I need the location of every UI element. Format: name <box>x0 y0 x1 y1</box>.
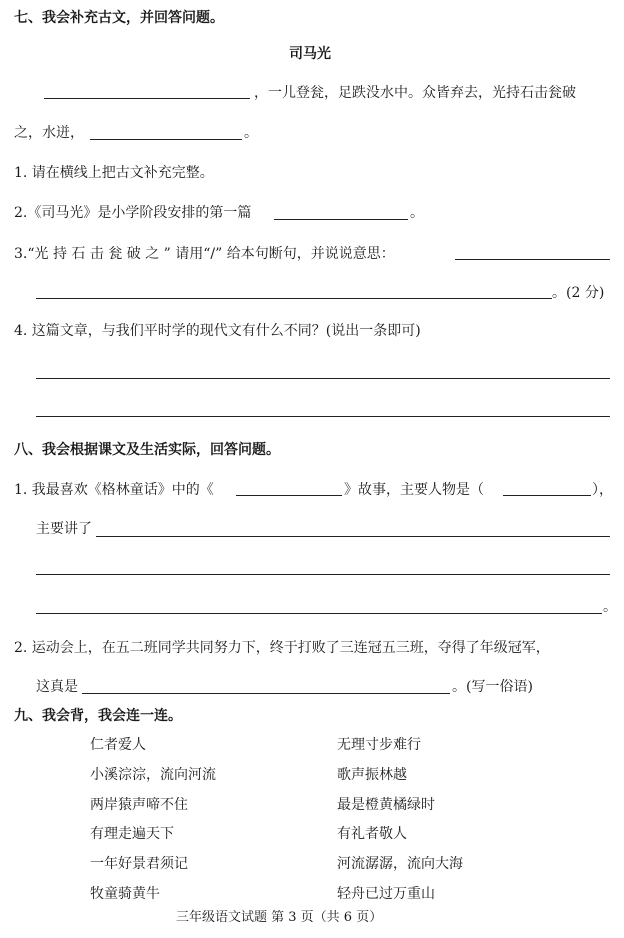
right-item[interactable]: 河流潺潺，流向大海 <box>337 856 463 872</box>
left-item[interactable]: 小溪淙淙，流向河流 <box>90 767 216 783</box>
right-item[interactable]: 最是橙黄橘绿时 <box>337 797 435 813</box>
question-8-1-a: 1. 我最喜欢《格林童话》中的《 <box>14 482 214 498</box>
answer-blank-7-2[interactable] <box>274 219 408 220</box>
left-item[interactable]: 牧童骑黄牛 <box>90 886 160 902</box>
question-8-1-end: 。 <box>603 599 617 615</box>
right-item[interactable]: 无理寸步难行 <box>337 737 421 753</box>
passage-line-1: ，一儿登瓮，足跌没水中。众皆弃去，光持石击瓮破 <box>254 85 576 101</box>
question-7-4: 4. 这篇文章，与我们平时学的现代文有什么不同？(说出一条即可) <box>14 323 421 339</box>
answer-blank-7-3a[interactable] <box>455 259 610 260</box>
section-7-heading: 七、我会补充古文，并回答问题。 <box>14 10 224 26</box>
answer-blank-story[interactable] <box>236 495 342 496</box>
question-7-3: 3.“光 持 石 击 瓮 破 之 ” 请用“/” 给本句断句，并说说意思： <box>14 246 395 262</box>
passage-blank-1[interactable] <box>44 98 250 99</box>
left-item[interactable]: 有理走遍天下 <box>90 826 174 842</box>
question-7-1: 1. 请在横线上把古文补充完整。 <box>14 165 214 181</box>
question-8-2-c: 。(写一俗语) <box>452 679 533 695</box>
left-item[interactable]: 一年好景君须记 <box>90 856 188 872</box>
right-item[interactable]: 有礼者敬人 <box>337 826 407 842</box>
question-8-1-c: ）， <box>592 482 613 498</box>
answer-line-7-4b[interactable] <box>36 416 610 417</box>
answer-blank-proverb[interactable] <box>82 693 450 694</box>
answer-line-8-1b[interactable] <box>36 574 610 575</box>
question-7-2-end: 。 <box>410 205 424 221</box>
answer-line-7-3b[interactable] <box>36 298 552 299</box>
section-8-heading: 八、我会根据课文及生活实际，回答问题。 <box>14 442 280 458</box>
left-item[interactable]: 两岸猿声啼不住 <box>90 797 188 813</box>
question-8-2-b: 这真是 <box>36 679 78 695</box>
left-item[interactable]: 仁者爱人 <box>90 737 146 753</box>
question-8-1-d: 主要讲了 <box>36 521 92 537</box>
question-7-3-end: 。(2 分) <box>552 285 605 301</box>
right-item[interactable]: 轻舟已过万重山 <box>337 886 435 902</box>
question-7-2: 2.《司马光》是小学阶段安排的第一篇 <box>14 205 252 221</box>
question-8-1-b: 》故事，主要人物是（ <box>344 482 484 498</box>
question-8-2: 2. 运动会上，在五二班同学共同努力下，终于打败了三连冠五三班，夺得了年级冠军， <box>14 640 550 656</box>
page-footer: 三年级语文试题 第 3 页（共 6 页） <box>176 910 383 925</box>
answer-line-8-1c[interactable] <box>36 613 602 614</box>
answer-line-8-1a[interactable] <box>96 536 610 537</box>
section-9-heading: 九、我会背，我会连一连。 <box>14 708 182 724</box>
passage-blank-2[interactable] <box>90 139 242 140</box>
answer-line-7-4a[interactable] <box>36 378 610 379</box>
passage-line-2-start: 之，水迸， <box>14 125 84 141</box>
right-item[interactable]: 歌声振林越 <box>337 767 407 783</box>
passage-title: 司马光 <box>289 46 331 62</box>
passage-line-2-end: 。 <box>244 125 258 141</box>
answer-blank-character[interactable] <box>503 495 591 496</box>
